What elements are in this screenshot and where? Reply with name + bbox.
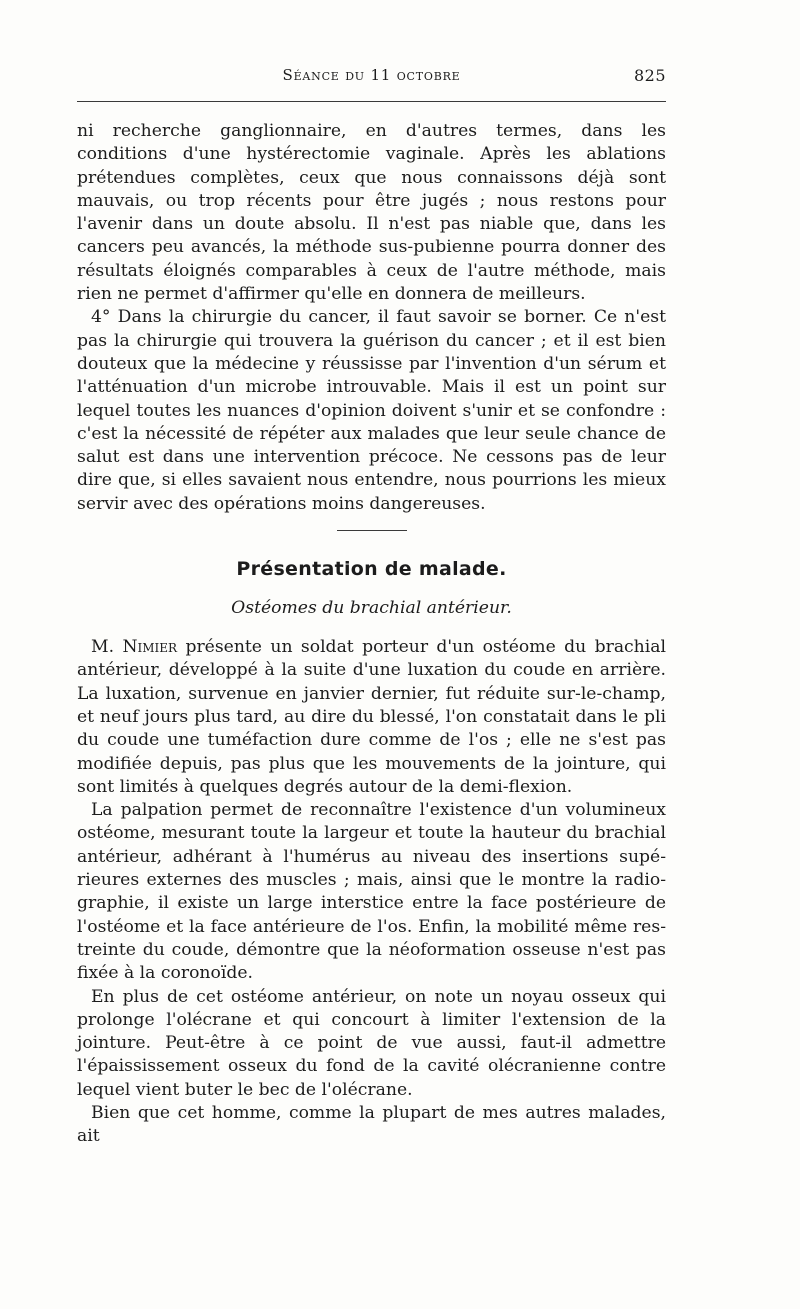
- paragraph-final-fragment: Bien que cet homme, comme la plupart de mes autres malades, ait: [77, 1102, 666, 1147]
- paragraph-presentation: [77, 636, 666, 799]
- page-number: 825: [633, 66, 666, 85]
- paragraph-palpation: La palpation permet de reconnaître l'existence d'un volumineux ostéome, mesurant toute la largeur et toute la hauteur du brachial antérieur, adhérant à l'humérus au niveau des insertions supérieures externes des muscles ; mais, ainsi que le montre la radiographie, il existe un large interstice entre la face postérieure de l'ostéome et la face antérieure de l'os. Enfin, la mobilité même restreinte du coude, démontre que la néoformation osseuse n'est pas fixée à la coronoïde.: [77, 800, 666, 984]
- header-rule: [77, 101, 666, 102]
- section-subtitle: Ostéomes du brachial antérieur.: [231, 598, 512, 619]
- section-title: Présentation de malade.: [236, 558, 507, 581]
- speaker-name: M. Nimier: [91, 637, 178, 658]
- paragraph-point-4: 4° Dans la chirurgie du cancer, il faut savoir se borner. Ce n'est pas la chirurgie qui trouvera la guérison du cancer ; et il est bien douteux que la médecine y réussisse par l'invention d'un sérum et l'atténuation d'un microbe introuvable. Mais il est un point sur lequel toutes les nuances d'opinion doivent s'unir et se confondre : c'est la nécessité de répéter aux malades que leur seule chance de salut est dans une intervention précoce. Ne cessons pas de leur dire que, si elles savaient nous entendre, nous pourrions les mieux servir avec des opérations moins dangereuses.: [77, 307, 666, 514]
- paragraph-presentation-text: présente un soldat porteur d'un ostéome du brachial antérieur, développé à la suite d'une luxation du coude en arrière. La luxation, survenue en janvier dernier, fut réduite sur-le-champ, et neuf jours plus tard, au dire du blessé, l'on constatait dans le pli du coude une tuméfaction dure comme de l'os ; elle ne s'est pas modifiée depuis, pas plus que les mouvements de la jointure, qui sont limités à quelques degrés autour de la demi-flexion.: [77, 637, 666, 797]
- page-body: [77, 120, 666, 1149]
- paragraph-olecrane: En plus de cet ostéome antérieur, on note un noyau osseux qui prolonge l'olécrane et qui concourt à limiter l'extension de la jointure. Peut-être à ce point de vue aussi, faut-il admettre l'épaississement osseux du fond de la cavité olécranienne contre lequel vient buter le bec de l'olécrane.: [77, 986, 666, 1100]
- running-head: [77, 66, 666, 88]
- running-title: Séance du 11 octobre: [282, 66, 461, 84]
- section-divider: [337, 530, 407, 531]
- paragraph-continued: ni recherche ganglionnaire, en d'autres termes, dans les conditions d'une hystérectomie vaginale. Après les ablations prétendues complètes, ceux que nous connaissons déjà sont mauvais, ou trop récents pour être jugés ; nous restons pour l'avenir dans un doute absolu. Il n'est pas niable que, dans les cancers peu avancés, la méthode sus-pubienne pourra donner des résultats éloignés comparables à ceux de l'autre méthode, mais rien ne permet d'affirmer qu'elle en donnera de meilleurs.: [77, 121, 666, 305]
